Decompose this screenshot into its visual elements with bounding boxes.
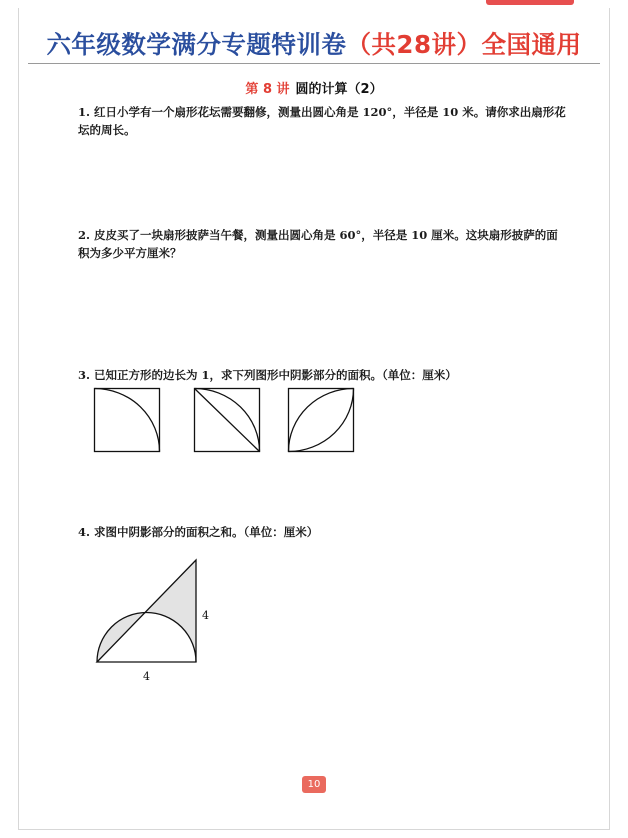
header-title-main: 六年级数学满分专题特训卷 [46,30,347,59]
top-tab-decoration [486,0,574,5]
figure-3a-square [95,389,160,452]
figure-4-shade-upper [146,560,196,662]
question-1: 1. 红日小学有一个扇形花坛需要翻修，测量出圆心角是 120°，半径是 10 米。请你求出扇形花坛的周长。 [78,105,566,137]
lesson-number: 第 8 讲 [245,82,290,97]
figure-3c [287,387,356,454]
figure-4-right-label: 4 [202,609,209,622]
header-divider [28,63,600,64]
page-number-badge: 10 [302,776,326,793]
lesson-name: 圆的计算（2） [295,82,383,97]
figure-4 [90,555,220,683]
question-4: 4. 求图中阴影部分的面积之和。（单位：厘米） [78,525,319,539]
page-header-title [0,26,628,61]
header-title-scope: 全国通用 [481,30,582,59]
header-title-count: （共28讲） [346,30,482,59]
figure-3c-square [289,389,354,452]
question-3: 3. 已知正方形的边长为 1，求下列图形中阴影部分的面积。（单位：厘米） [78,368,457,382]
figure-3b [193,387,262,454]
lesson-title [0,78,628,97]
figure-4-bottom-label: 4 [143,670,150,683]
figure-3a [93,387,162,454]
question-2: 2. 皮皮买了一块扇形披萨当午餐，测量出圆心角是 60°，半径是 10 厘米。这块扇形披萨的面积为多少平方厘米？ [78,228,558,260]
